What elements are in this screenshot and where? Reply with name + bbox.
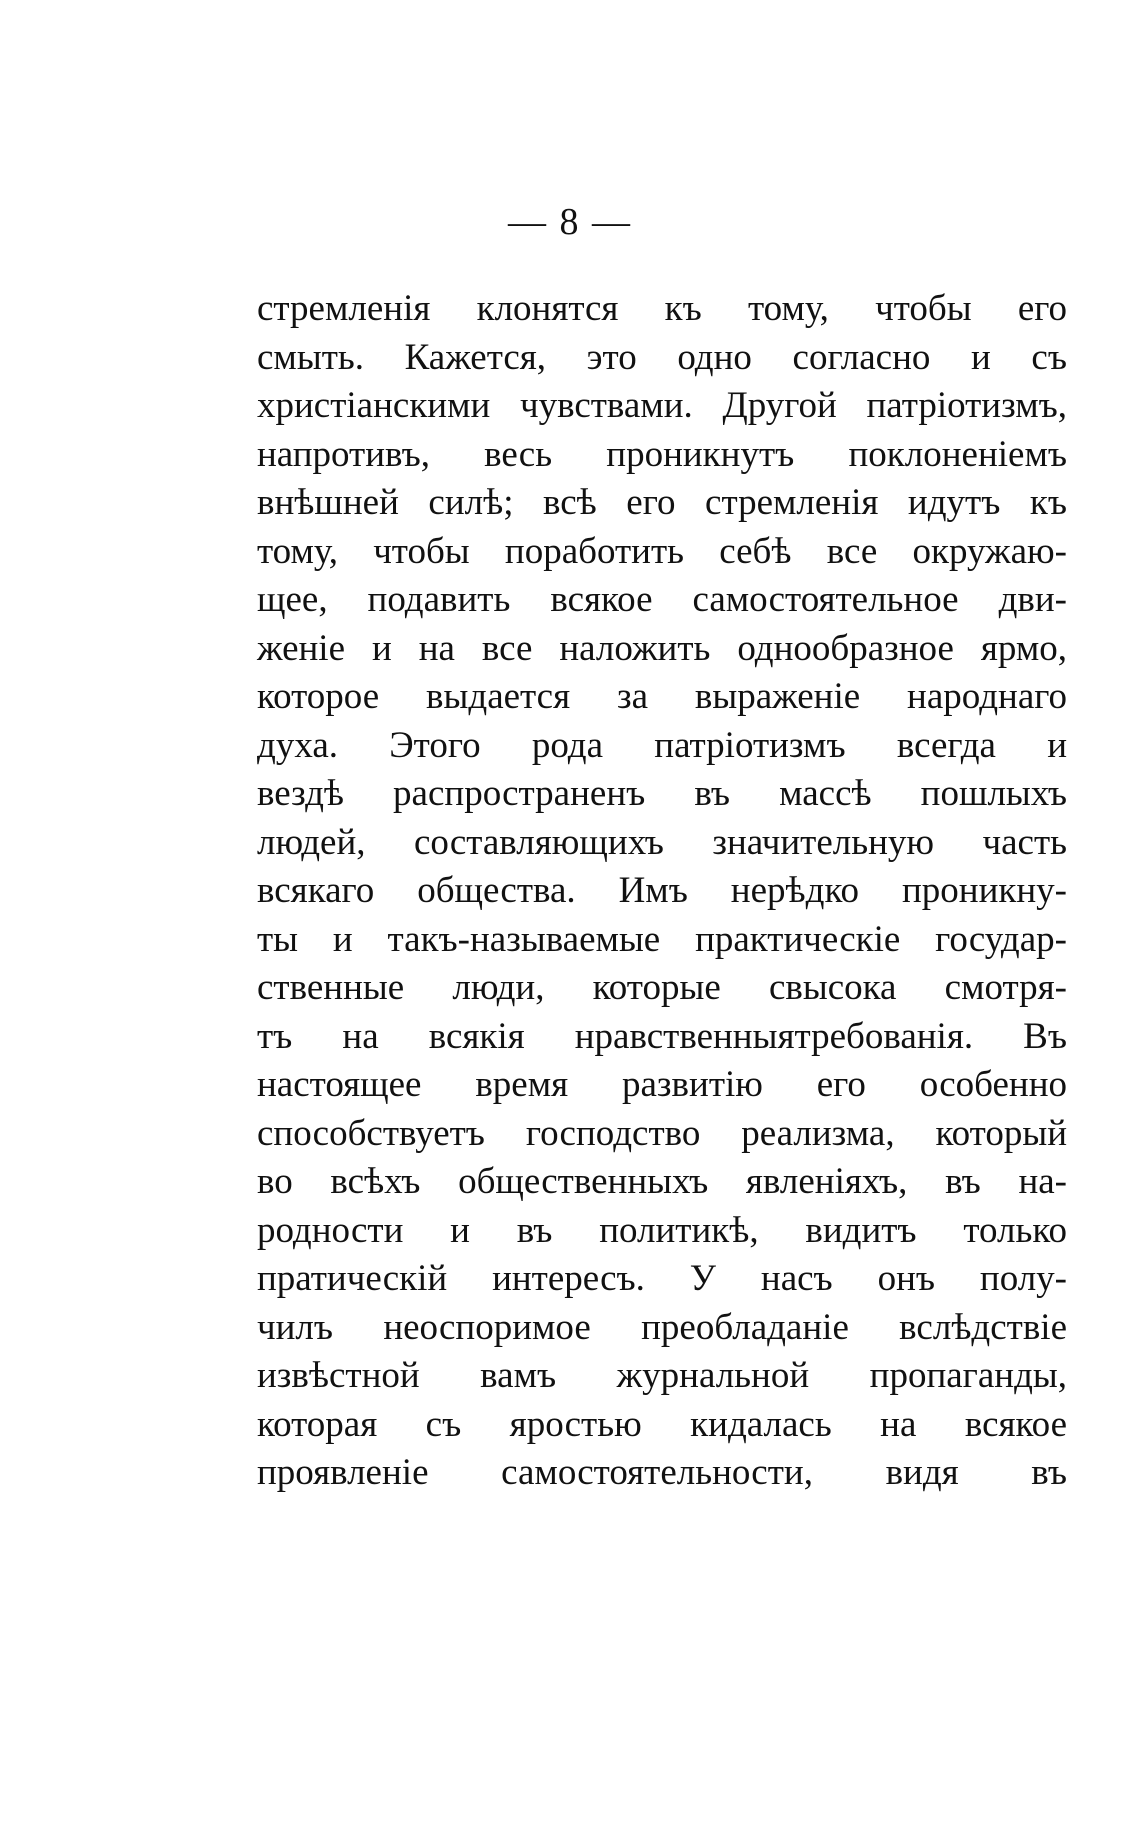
text-line: родности и въ политикѣ, видитъ только: [257, 1209, 1067, 1251]
text-line: всякаго общества. Имъ нерѣдко проникну-: [257, 870, 1067, 911]
text-line: тому, чтобы поработить себѣ все окружаю-: [257, 530, 1067, 572]
text-line: смыть. Кажется, это одно согласно и съ: [257, 336, 1067, 378]
text-line: духа. Этого рода патріотизмъ всегда и: [257, 724, 1067, 766]
text-line: которая съ яростью кидалась на всякое: [257, 1403, 1067, 1445]
text-line: способствуетъ господство реализма, который: [257, 1112, 1067, 1154]
text-line: женіе и на все наложить однообразное ярмо,: [257, 627, 1067, 669]
text-line: извѣстной вамъ журнальной пропаганды,: [257, 1355, 1067, 1396]
text-line: людей, составляющихъ значительную часть: [257, 821, 1067, 863]
text-line: во всѣхъ общественныхъ явленіяхъ, въ на-: [257, 1161, 1067, 1202]
text-line: щее, подавить всякое самостоятельное дви-: [257, 579, 1067, 620]
text-line: ственные люди, которые свысока смотря-: [257, 967, 1067, 1008]
text-line: настоящее время развитію его особенно: [257, 1064, 1067, 1105]
text-line: внѣшней силѣ; всѣ его стремленія идутъ къ: [257, 482, 1067, 523]
text-line: вездѣ распространенъ въ массѣ пошлыхъ: [257, 773, 1067, 814]
text-line: ты и такъ-называемые практическіе государ-: [257, 918, 1067, 960]
text-line: напротивъ, весь проникнутъ поклоненіемъ: [257, 433, 1067, 475]
text-line: проявленіе самостоятельности, видя въ: [257, 1452, 1067, 1493]
text-line: тъ на всякія нравственныятребованія. Въ: [257, 1015, 1067, 1057]
text-line: пратическій интересъ. У насъ онъ полу-: [257, 1258, 1067, 1299]
text-line: чилъ неоспоримое преобладаніе вслѣдствіе: [257, 1306, 1067, 1348]
body-text: [257, 285, 1067, 1498]
text-line: которое выдается за выраженіе народнаго: [257, 676, 1067, 717]
text-line: христіанскими чувствами. Другой патріотизмъ,: [257, 385, 1067, 426]
page-number: — 8 —: [508, 201, 632, 243]
text-line: стремленія клонятся къ тому, чтобы его: [257, 288, 1067, 329]
